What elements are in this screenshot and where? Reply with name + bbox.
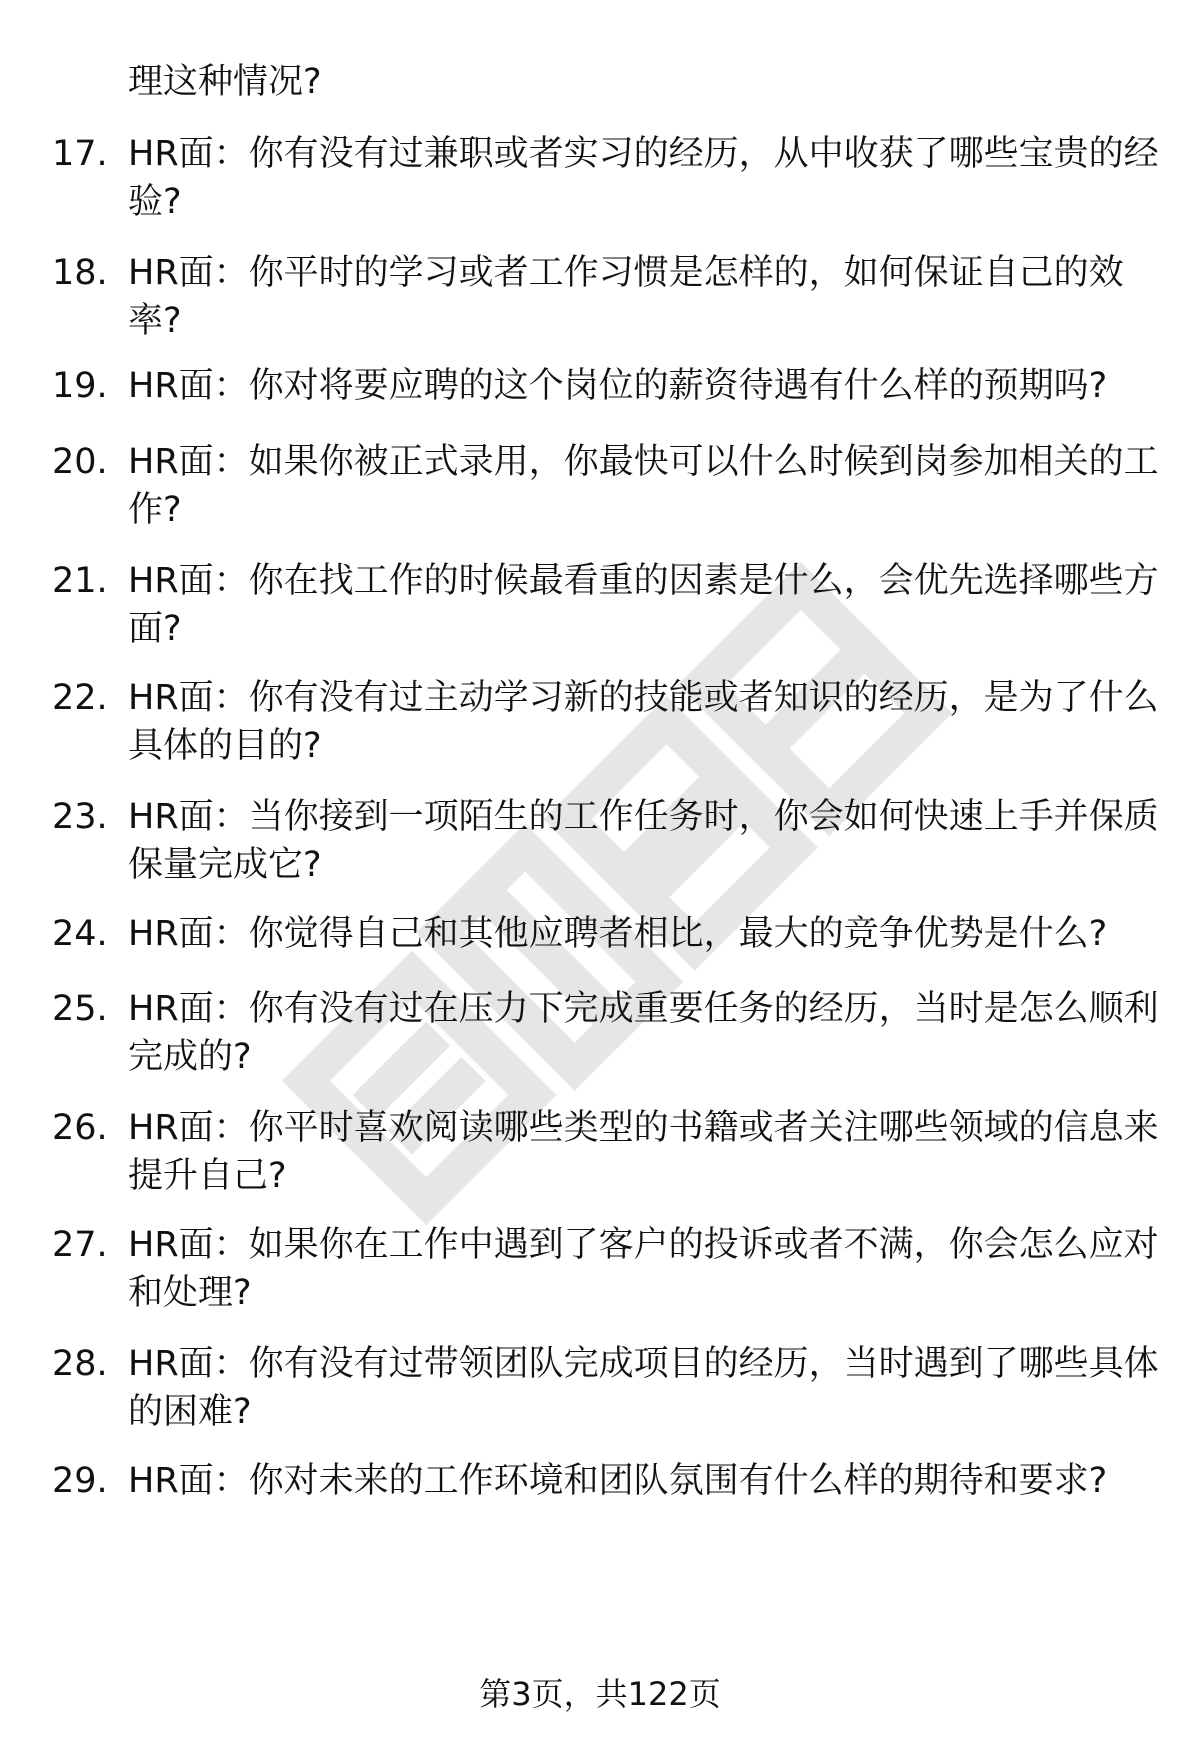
question-number: 18. — [52, 253, 108, 293]
question-number: 19. — [52, 366, 108, 406]
question-text: HR面：你有没有过兼职或者实习的经历，从中收获了哪些宝贵的经验? — [128, 134, 1159, 222]
question-number: 24. — [52, 914, 108, 954]
question-number: 21. — [52, 561, 108, 601]
question-number: 17. — [52, 134, 108, 174]
question-text: HR面：如果你在工作中遇到了客户的投诉或者不满，你会怎么应对和处理? — [128, 1225, 1159, 1313]
question-number: 20. — [52, 442, 108, 482]
question-text: HR面：你在找工作的时候最看重的因素是什么，会优先选择哪些方面? — [128, 561, 1159, 649]
question-text: HR面：你觉得自己和其他应聘者相比，最大的竞争优势是什么? — [128, 914, 1108, 954]
question-text: HR面：你平时喜欢阅读哪些类型的书籍或者关注哪些领域的信息来提升自己? — [128, 1108, 1159, 1196]
question-text: HR面：你对将要应聘的这个岗位的薪资待遇有什么样的预期吗? — [128, 366, 1108, 406]
question-text: HR面：你有没有过带领团队完成项目的经历，当时遇到了哪些具体的困难? — [128, 1344, 1159, 1432]
page-number-footer: 第3页，共122页 — [479, 1675, 721, 1713]
question-text: HR面：当你接到一项陌生的工作任务时，你会如何快速上手并保质保量完成它? — [128, 797, 1159, 885]
question-text: HR面：你有没有过在压力下完成重要任务的经历，当时是怎么顺利完成的? — [128, 989, 1159, 1077]
question-number: 23. — [52, 797, 108, 837]
question-number: 28. — [52, 1344, 108, 1384]
question-number: 26. — [52, 1108, 108, 1148]
question-text: HR面：如果你被正式录用，你最快可以什么时候到岗参加相关的工作? — [128, 442, 1159, 530]
question-number: 25. — [52, 989, 108, 1029]
continued-question-text: 理这种情况? — [128, 62, 322, 102]
question-text: HR面：你对未来的工作环境和团队氛围有什么样的期待和要求? — [128, 1461, 1108, 1501]
question-text: HR面：你平时的学习或者工作习惯是怎样的，如何保证自己的效率? — [128, 253, 1124, 341]
question-number: 27. — [52, 1225, 108, 1265]
question-text: HR面：你有没有过主动学习新的技能或者知识的经历，是为了什么具体的目的? — [128, 678, 1159, 766]
question-number: 22. — [52, 678, 108, 718]
question-number: 29. — [52, 1461, 108, 1501]
